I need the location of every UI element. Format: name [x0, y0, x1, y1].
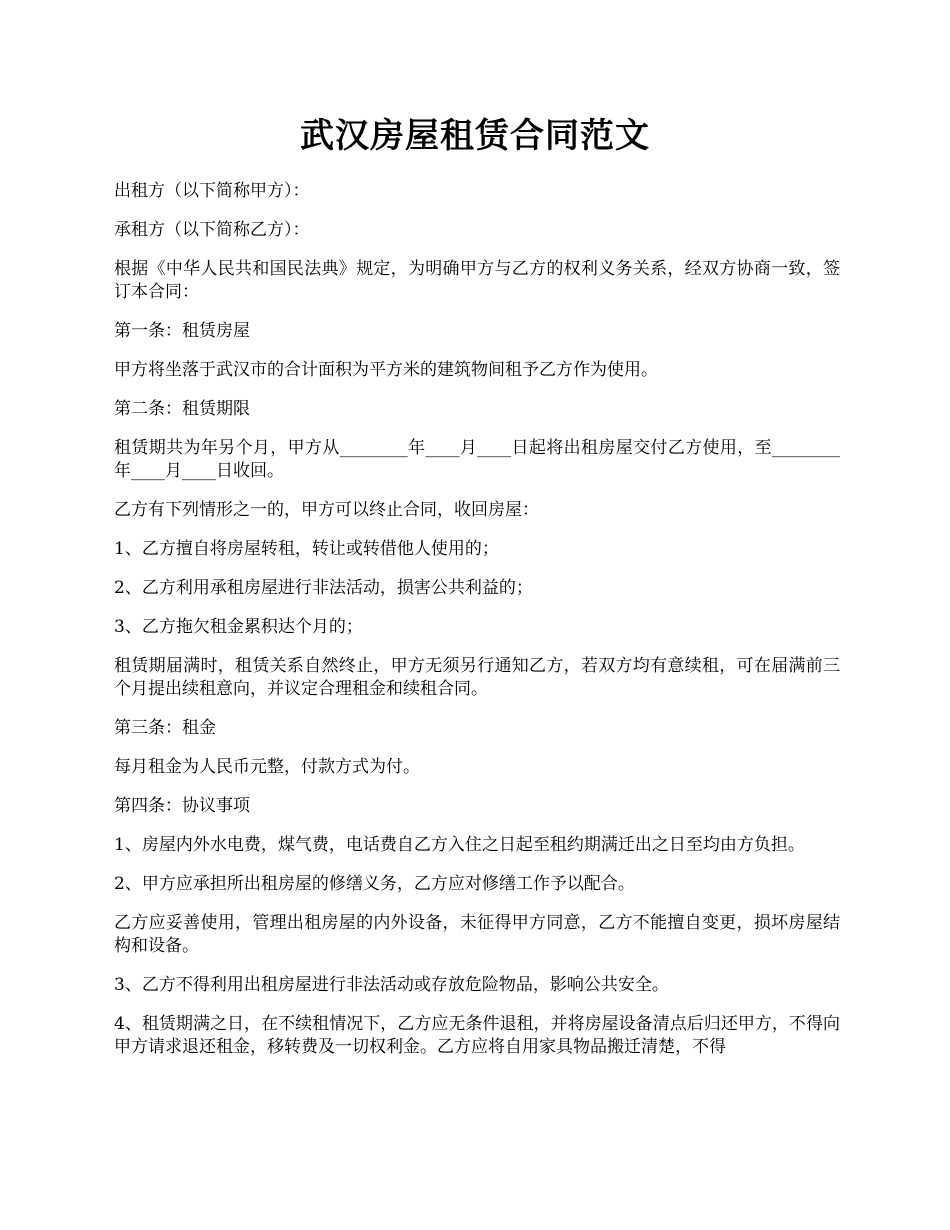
article-1-heading: 第一条：租赁房屋 — [114, 321, 250, 341]
article-3-heading: 第三条：租金 — [114, 718, 216, 738]
paragraph-preamble: 根据《中华人民共和国民法典》规定，为明确甲方与乙方的权利义务关系，经双方协商一致，签订本合同： — [114, 259, 840, 302]
article-2-renewal-text: 租赁期届满时，租赁关系自然终止，甲方无须另行通知乙方，若双方均有意续租，可在届满前三个月提出续租意向，并议定合理租金和续租合同。 — [114, 656, 840, 699]
article-1-text: 甲方将坐落于武汉市的合计面积为平方米的建筑物间租予乙方作为使用。 — [114, 360, 658, 380]
document-title: 武汉房屋租赁合同范文 — [300, 116, 650, 156]
article-2-heading: 第二条：租赁期限 — [114, 399, 250, 419]
article-2-item-2: 2、乙方利用承租房屋进行非法活动，损害公共利益的； — [114, 578, 533, 598]
paragraph-lessor: 出租方（以下简称甲方）： — [114, 181, 310, 201]
paragraph-lessee: 承租方（以下简称乙方）： — [114, 220, 310, 240]
article-4-heading: 第四条：协议事项 — [114, 796, 250, 816]
document-body — [114, 180, 840, 1075]
article-2-term-text: 租赁期共为年另个月，甲方从________年____月____日起将出租房屋交付乙方使用，至________年____月____日收回。 — [114, 438, 840, 481]
article-4-item-2: 2、甲方应承担所出租房屋的修缮义务，乙方应对修缮工作予以配合。 — [114, 874, 635, 894]
article-4-item-4: 4、租赁期满之日，在不续租情况下，乙方应无条件退租，并将房屋设备清点后归还甲方，不得向甲方请求退还租金，移转费及一切权利金。乙方应将自用家具物品搬迁清楚，不得 — [114, 1014, 840, 1057]
article-4-item-1: 1、房屋内外水电费，煤气费，电话费自乙方入住之日起至租约期满迁出之日至均由方负担。 — [114, 835, 805, 855]
article-2-item-1: 1、乙方擅自将房屋转租，转让或转借他人使用的； — [114, 539, 499, 559]
article-4-item-2-detail: 乙方应妥善使用，管理出租房屋的内外设备，未征得甲方同意，乙方不能擅自变更，损坏房屋结构和设备。 — [114, 913, 840, 956]
article-4-item-3: 3、乙方不得利用出租房屋进行非法活动或存放危险物品，影响公共安全。 — [114, 975, 669, 995]
article-2-item-3: 3、乙方拖欠租金累积达个月的； — [114, 617, 363, 637]
article-3-text: 每月租金为人民币元整，付款方式为付。 — [114, 757, 420, 777]
article-2-termination-intro: 乙方有下列情形之一的，甲方可以终止合同，收回房屋： — [114, 500, 539, 520]
